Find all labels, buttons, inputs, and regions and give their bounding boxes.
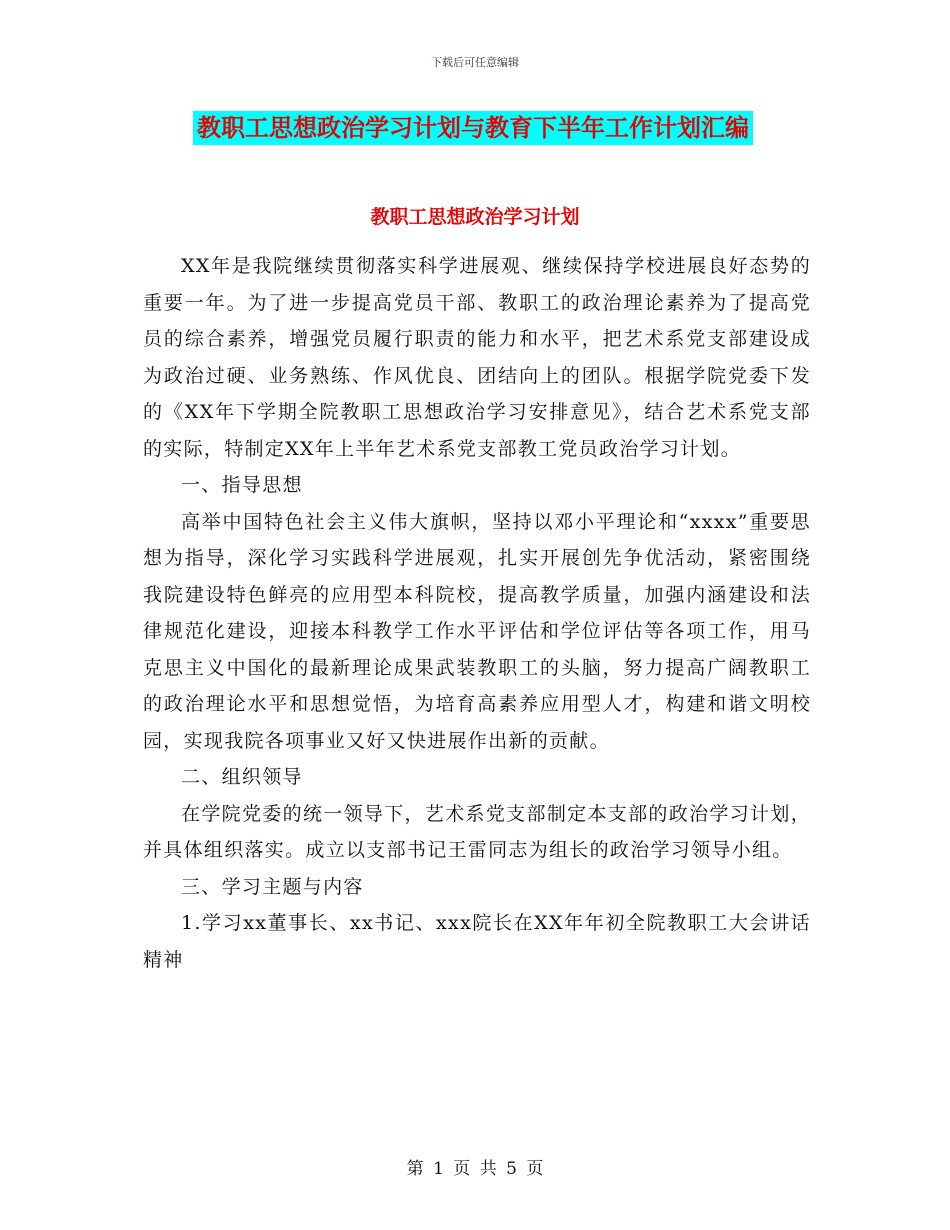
- guiding-ideology-paragraph: 高举中国特色社会主义伟大旗帜，坚持以邓小平理论和“xxxx”重要思想为指导，深化学习实践科学进展观，扎实开展创先争优活动，紧密围绕我院建设特色鲜亮的应用型本科院校，提高教学质量，加强内涵建设和法律规范化建设，迎接本科教学工作水平评估和学位评估等各项工作，用马克思主义中国化的最新理论成果武装教职工的头脑，努力提高广阔教职工的政治理论水平和思想觉悟，为培育高素养应用型人才，构建和谐文明校园，实现我院各项事业又好又快进展作出新的贡献。: [143, 510, 811, 752]
- study-item-1: 1.学习xx董事长、xx书记、xxx院长在XX年年初全院教职工大会讲话精神: [143, 912, 811, 971]
- heading-organization-leadership: 二、组织领导: [181, 766, 303, 788]
- document-title: 教职工思想政治学习计划与教育下半年工作计划汇编: [193, 111, 753, 145]
- heading-study-themes: 三、学习主题与内容: [181, 875, 364, 898]
- section-title: 教职工思想政治学习计划: [370, 206, 580, 228]
- organization-leadership-paragraph: 在学院党委的统一领导下，艺术系党支部制定本支部的政治学习计划，并具体组织落实。成立以支部书记王雷同志为组长的政治学习领导小组。: [143, 802, 811, 861]
- page-header-note: 下载后可任意编辑: [431, 56, 519, 69]
- intro-paragraph: XX年是我院继续贯彻落实科学进展观、继续保持学校进展良好态势的重要一年。为了进一步提高党员干部、教职工的政治理论素养为了提高党员的综合素养，增强党员履行职责的能力和水平，把艺术系党支部建设成为政治过硬、业务熟练、作风优良、团结向上的团队。根据学院党委下发的《XX年下学期全院教职工思想政治学习安排意见》，结合艺术系党支部的实际，特制定XX年上半年艺术系党支部教工党员政治学习计划。: [143, 255, 811, 460]
- page-indicator: 第 1 页 共 5 页: [406, 1159, 544, 1179]
- document-body: [143, 248, 811, 978]
- heading-guiding-ideology: 一、指导思想: [181, 474, 303, 496]
